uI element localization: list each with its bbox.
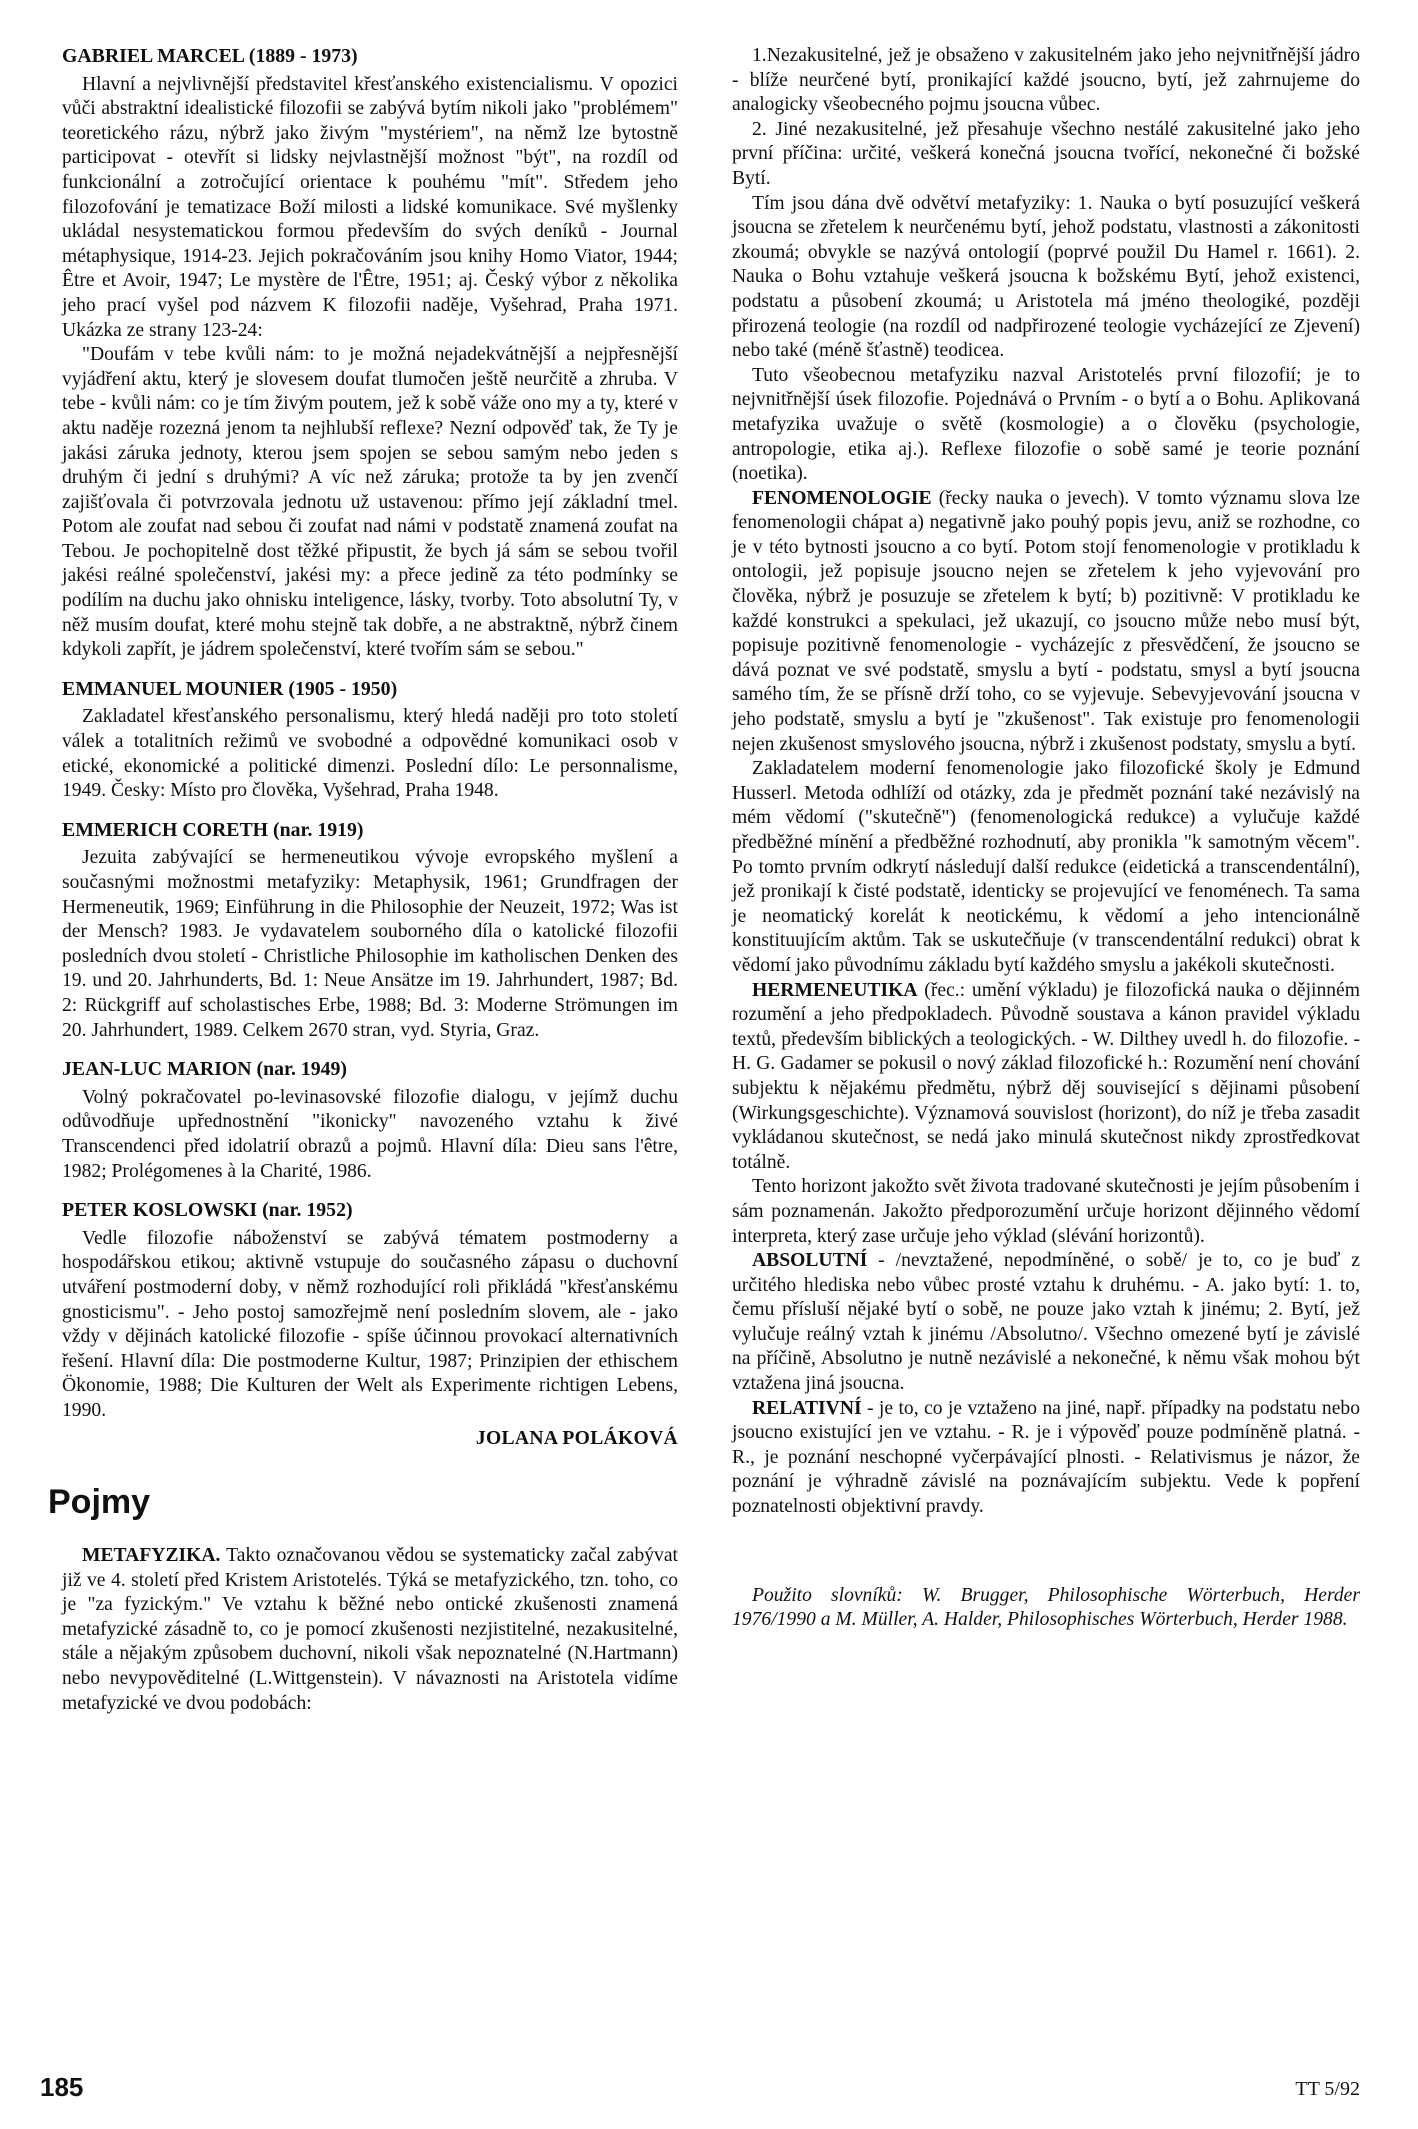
fenomenologie-text: (řecky nauka o jevech). V tomto významu slova lze fenomenologii chápat a) negativně jako pouhý popis jevu, aniž se rozhodne, co je v této bytnosti jsoucno a co bytí. Potom stojí fenomenologie v protikladu k ontologii, jež popisuje jsoucno nejen se zřetelem k jeho vyjevování pro člověka, nýbrž je posuzuje se zřetelem k bytí; b) pozitivně: V protikladu ke každé konstrukci a spekulaci, jež ukazují, co jsoucno může nebo musí být, popisuje pozitivně fenomenologie - vycházejíc z přesvědčení, že jsoucno se dává poznat ve své podstatě, smyslu a bytí - podstatu, smysl a bytí jsoucna samého tím, že se přísně drží toho, co se vyjevuje. Sebevyjevování jsoucna v jeho podstatě, smyslu a bytí je "zkušenost". Tak existuje pro fenomenologii nejen zkušenost smyslového jsoucna, nýbrž i zkušenost podstaty, smyslu a bytí. — [732, 487, 1360, 755]
coreth-bio: Jezuita zabývající se hermeneutikou vývoje evropského myšlení a současnými možnostmi metafyziky: Metaphysik, 1961; Grundfragen der Hermeneutik, 1969; Einführung in die Philosophie der Neuzeit, 1972; Was ist der Mensch? 1983. Je vydavatelem souborného díla o katolické filozofii posledních dvou století - Christliche Philosophie im katholischen Denken des 19. und 20. Jahrhunderts, Bd. 1: Neue Ansätze im 19. Jahrhundert, 1987; Bd. 2: Rückgriff auf scholastisches Erbe, 1988; Bd. 3: Moderne Strömungen im 20. Jahrhundert, 1989. Celkem 2670 stran, vyd. Styria, Graz. — [62, 847, 678, 1041]
fenomenologie-husserl: Zakladatelem moderní fenomenologie jako filozofické školy je Edmund Husserl. Metoda odhlíží od otázky, zda je předmět poznání také nezávislý na mém vědomí ("skutečně") (fenomenologická redukce) a vylučuje každé předběžné mínění a předběžné rozhodnutí, aby pronikla "k samotným věcem". Po tomto prvním odkrytí následují další redukce (eidetická a transcendentální), jež pronikají k čisté podstatě, identicky se projevující ve fenoménech. Ta sama je neomatický korelát k neotickému, k vědomí a jeho intencionálně konstituujícím aktům. Tak se uskutečňuje (v transcendentální redukci) obrat k vědomí jako původnímu základu bytí každého smyslu a jakékoli skutečnosti. — [732, 758, 1360, 976]
metafyzika-entry — [62, 1544, 678, 1716]
hermeneutika-horizon: Tento horizont jakožto svět života tradované skutečnosti je jejím působením i sám poznamenán. Jakožto předporozumění určuje horizont dějinného vědomí interpreta, který zase určuje jeho výklad (slévání horizontů). — [732, 1176, 1360, 1247]
article-author: JOLANA POLÁKOVÁ — [475, 1428, 678, 1450]
marcel-heading: GABRIEL MARCEL (1889 - 1973) — [62, 45, 358, 67]
absolutni-text: - /nevztažené, nepodmíněné, o sobě/ je to, co je buď z určitého hlediska nebo vůbec prosté vztahu k druhému. - A. jako bytí: 1. to, čemu přísluší nějaké bytí o sobě, ne pouze jako vztah k jinému; 2. Bytí, jež vylučuje reálný vztah k jinému /Absolutno/. Všechno omezené bytí je závislé na příčině, Absolutno je nutně nezávislé a nekonečné, k němu však mohou být vztažena jiná jsoucna. — [732, 1250, 1360, 1395]
koslowski-heading: PETER KOSLOWSKI (nar. 1952) — [62, 1199, 353, 1222]
absolutni-term: ABSOLUTNÍ — [752, 1250, 868, 1272]
left-column — [48, 44, 678, 1716]
hermeneutika-term: HERMENEUTIKA — [752, 979, 918, 1001]
issue-label: TT 5/92 — [1295, 2078, 1360, 2100]
relativni-term: RELATIVNÍ — [752, 1397, 862, 1419]
marcel-quote: "Doufám v tebe kvůli nám: to je možná nejadekvátnější a nejpřesnější vyjádření aktu, který je slovesem doufat tlumočen ještě neurčitě a zhruba. V tebe - kvůli nám: co je tím živým poutem, jež k sobě váže ono my a ty, které v aktu naděje rozezná jenom ta nejhlubší reflexe? Nezní odpověď tak, že Ty je jakási záruka jednoty, kterou jsem spojen se sebou samým nebo jeden s druhým či jední s druhými? A víc než záruka; protože ta by jen zvenčí zajišťovala či potvrzovala jednotu už ustavenou: přímo její základní tmel. Potom ale zoufat nad sebou či zoufat nad námi v podstatě znamená zoufat na Tebou. Je pochopitelně dost těžké připustit, že bych já sám se sebou tvořil jakési reálné společenství, jakési my: a přece jedině za této podmínky se podílím na duchu jako ohnisku inteligence, lásky, tvorby. Toto absolutní Ty, v něž musím doufat, které mohu stejně tak dobře, a ne abstraktně, nýbrž činem kdykoli zapřít, je jádrem společenství, které tvořím sám se sebou." — [62, 344, 678, 661]
section-title: Pojmy — [48, 1483, 151, 1522]
metafyzika-point-2: 2. Jiné nezakusitelné, jež přesahuje všechno nestálé zakusitelné jako jeho první příčina: určité, veškerá konečná jsoucna tvořící, nekonečné či božské Bytí. — [732, 118, 1360, 189]
mounier-bio: Zakladatel křesťanského personalismu, který hledá naději pro toto století válek a totalitních režimů ve svobodné a odpovědné komunikaci osob v etické, ekonomické a politické dimenzi. Poslední dílo: Le personnalisme, 1949. Česky: Místo pro člověka, Vyšehrad, Praha 1948. — [62, 706, 678, 802]
koslowski-bio: Vedle filozofie náboženství se zabývá tématem postmoderny a hospodářskou etikou; aktivně vstupuje do současného zápasu o duchovní utváření postmoderní doby, v němž rozhodující roli přikládá "křesťanskému gnosticismu". - Jeho postoj samozřejmě není posledním slovem, ale - jako vždy v dějinách katolické filozofie - spíše účinnou provokací alternativních řešení. Hlavní díla: Die postmoderne Kultur, 1987; Prinzipien der ethischem Ökonomie, 1988; Die Kulturen der Welt als Experimente richtigen Lebens, 1990. — [62, 1227, 678, 1421]
fenomenologie-entry — [732, 487, 1360, 758]
marion-bio: Volný pokračovatel po-levinasovské filozofie dialogu, v jejímž duchu odůvodňuje upřednostnění "ikonicky" navozeného vztahu k živé Transcendenci před idolatrií obrazů a pojmů. Hlavní díla: Dieu sans l'être, 1982; Prolégomenes à la Charité, 1986. — [62, 1086, 678, 1182]
metafyzika-first-philosophy: Tuto všeobecnou metafyziku nazval Aristotelés první filozofií; je to nejvnitřnější úsek filozofie. Pojednává o Prvním - o bytí a o Bohu. Aplikovaná metafyzika uvažuje o světě (kosmologie) a o člověku (psychologie, antropologie, etika aj.). Reflexe filozofie o sobě samé je teorie poznání (noetika). — [732, 364, 1360, 485]
hermeneutika-entry — [732, 979, 1360, 1176]
hermeneutika-text: (řec.: umění výkladu) je filozofická nauka o dějinném rozumění a jeho předpokladech. Původně soustava a kánon pravidel výkladu textů, především biblických a teologických. - W. Dilthey uvedl h. do filozofie. - H. G. Gadamer se pokusil o nový základ filozofické h.: Rozumění není chování subjektu k nějakému předmětu, nýbrž děj související s dějinami působení (Wirkungsgeschichte). Významová souvislost (horizont), do níž je třeba zasadit vykládanou skutečnost, se nedá jako minulá skutečnost nikdy zprostředkovat totálně. — [732, 979, 1360, 1173]
marion-heading: JEAN-LUC MARION (nar. 1949) — [62, 1058, 347, 1081]
metafyzika-branches: Tím jsou dána dvě odvětví metafyziky: 1. Nauka o bytí posuzující veškerá jsoucna se zřetelem k neurčenému bytí, jehož podstatu, vlastnosti a zákonitosti zkoumá; obvykle se nazývá ontologií (poprvé použil Du Hamel r. 1661). 2. Nauka o Bohu vztahuje veškerá jsoucna k božskému Bytí, jehož existenci, podstatu a působení zkoumá; u Aristotela má jméno theologiké, později přirozená teologie (na rozdíl od nadpřirozené teologie vycházející ze Zjevení) nebo také (méně šťastně) teodicea. — [732, 192, 1360, 362]
sources-note: Použito slovníků: W. Brugger, Philosophische Wörterbuch, Herder 1976/1990 a M. Müller, A. Halder, Philosophisches Wörterbuch, Herder 1988. — [732, 1584, 1360, 1631]
marcel-bio: Hlavní a nejvlivnější představitel křesťanského existencialismu. V opozici vůči abstraktní idealistické filozofii se zabývá bytím nikoli jako "problémem" teoretického rázu, nýbrž jako živým "mystériem", na němž lze bytostně participovat - otevřít si lidsky nejvlastnější možnost "být", na rozdíl od funkcionální a zotročující orientace k pouhému "mít". Středem jeho filozofování je tematizace Boží milosti a lidské komunikace. Své myšlenky ukládal nesystematickou formou především do svých deníků - Journal métaphysique, 1914-23. Jejich pokračováním jsou knihy Homo Viator, 1944; Être et Avoir, 1947; Le mystère de l'Être, 1951; aj. Český výbor z několika jeho prací vyšel pod názvem K filozofii naděje, Vyšehrad, Praha 1971. Ukázka ze strany 123-24: — [62, 73, 678, 341]
page-number: 185 — [40, 2072, 84, 2102]
right-column — [732, 44, 1360, 1633]
metafyzika-text: Takto označovanou vědou se systematicky začal zabývat již ve 4. století před Kristem Aristotelés. Týká se metafyzického, tzn. toho, co je "za fyzickým." Ve vztahu k běžné nebo ontické zkušenosti znamená metafyzické zásadně to, co je pomocí zkušenosti nezjistitelné, nezakusitelné, stále a nějakým způsobem duchovní, nikoli však nepoznatelné (N.Hartmann) nebo nevypověditelné (L.Wittgenstein). V návaznosti na Aristotela vidíme metafyzické ve dvou podobách: — [62, 1545, 678, 1714]
fenomenologie-term: FENOMENOLOGIE — [752, 487, 932, 509]
relativni-entry — [732, 1397, 1360, 1520]
metafyzika-term: METAFYZIKA. — [82, 1545, 221, 1567]
absolutni-entry — [732, 1249, 1360, 1397]
coreth-heading: EMMERICH CORETH (nar. 1919) — [62, 818, 364, 841]
mounier-heading: EMMANUEL MOUNIER (1905 - 1950) — [62, 677, 398, 700]
relativni-text: - je to, co je vztaženo na jiné, např. případky na podstatu nebo jsoucno existující jen ve vztahu. - R. je i výpověď pouze podmíněně platná. - R., je poznání neschopné vyčerpávající plnosti. - Relativismus je názor, že poznání je výhradně závislé na poznávajícím subjektu. Vede k popření poznatelnosti objektivní pravdy. — [732, 1397, 1360, 1518]
metafyzika-point-1: 1.Nezakusitelné, jež je obsaženo v zakusitelném jako jeho nejvnitřnější jádro - blíže neurčené bytí, pronikající každé jsoucno, bytí, jež zahrnujeme do analogicky všeobecného pojmu jsoucna vůbec. — [732, 45, 1360, 116]
